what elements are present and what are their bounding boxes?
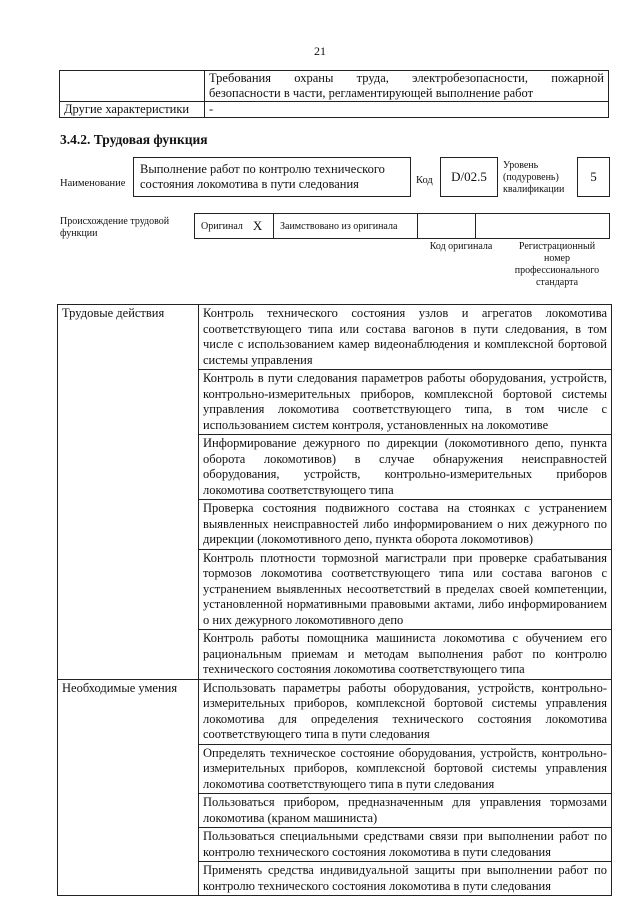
reg-number-caption: Регистрационный номер профессионального стандарта — [514, 241, 600, 288]
labor-actions-label: Трудовые действия — [58, 305, 199, 680]
labor-action: Контроль в пути следования параметров работы оборудования, устройств, контрольно-измерительных приборов, комплексной бортовой системы управления локомотива соответствующего типа, в том числе с использованием систем контроля, установленных на локомотиве — [199, 370, 612, 435]
code-original-caption: Код оригинала — [429, 241, 493, 252]
labor-function-table — [57, 304, 612, 896]
table-row — [60, 102, 609, 118]
row-text-line: Требования охраны труда, электробезопасности, пожарной — [209, 71, 604, 85]
original-cell — [194, 213, 274, 239]
original-label: Оригинал — [201, 220, 243, 232]
reg-number-box — [475, 213, 610, 239]
code-value: D/02.5 — [451, 169, 487, 184]
skills-label: Необходимые умения — [58, 679, 199, 896]
level-label-line: Уровень — [503, 160, 539, 171]
labor-action: Контроль плотности тормозной магистрали при проверке срабатывания тормозов локомотива соответствующего типа или состава вагонов с устранением выявленных несоответствий в пределах своей компетенции, установленной нормативными правовыми актами, либо информированием о них дежурного локомотивного депо — [199, 549, 612, 630]
level-label-line: квалификации — [503, 184, 565, 195]
level-value: 5 — [590, 169, 597, 184]
level-label — [503, 160, 564, 196]
level-label-line: (подуровень) — [503, 172, 559, 183]
code-box — [440, 157, 498, 197]
skill-item: Определять техническое состояние оборудования, устройств, контрольно-измерительных приборов, комплексной бортовой системы управления локомотива соответствующего типа в пути следования — [199, 744, 612, 794]
row-text-line: безопасности в части, регламентирующей выполнение работ — [209, 86, 534, 100]
labor-action: Контроль работы помощника машиниста локомотива с обучением его рациональным приемам и методам выполнения работ по контролю технического состояния локомотива соответствующего типа — [199, 630, 612, 680]
function-name-box — [133, 157, 411, 197]
labor-action: Контроль технического состояния узлов и агрегатов локомотива соответствующего типа или состава вагонов в пути следования, в том числе с использованием камер видеонаблюдения и комплексной бортовой системы управления — [199, 305, 612, 370]
table-row — [58, 305, 612, 370]
name-label: Наименование — [60, 178, 126, 189]
row-text — [205, 71, 609, 102]
requirements-continuation-table — [59, 70, 609, 118]
code-label: Код — [416, 175, 433, 186]
page-number: 21 — [314, 44, 326, 58]
labor-action: Проверка состояния подвижного состава на стоянках с устранением выявленных неисправностей либо информированием о них дежурного по дирекции (локомотивного депо, пункта оборота локомотивов) — [199, 500, 612, 550]
labor-action: Информирование дежурного по дирекции (локомотивного депо, пункта оборота локомотивов) в случае обнаружения неисправностей оборудования, устройств, контрольно-измерительных приборов локомотива соответствующего типа — [199, 435, 612, 500]
table-row — [58, 679, 612, 744]
function-name: Выполнение работ по контролю технического состояния локомотива в пути следования — [140, 162, 385, 191]
row-text: - — [205, 102, 609, 118]
row-label-empty — [60, 71, 205, 102]
skill-item: Пользоваться специальными средствами связи при выполнении работ по контролю технического состояния локомотива в пути следования — [199, 828, 612, 862]
row-label: Другие характеристики — [60, 102, 205, 118]
original-mark: X — [252, 218, 263, 233]
level-box — [577, 157, 610, 197]
borrowed-cell — [273, 213, 418, 239]
section-title: 3.4.2. Трудовая функция — [60, 132, 208, 147]
code-original-box — [417, 213, 476, 239]
origin-label: Происхождение трудовой функции — [60, 216, 170, 239]
skill-item: Использовать параметры работы оборудования, устройств, контрольно-измерительных приборов, комплексной бортовой системы управления локомотива для определения технического состояния локомотива соответствующего типа в пути следования — [199, 679, 612, 744]
skill-item: Пользоваться прибором, предназначенным для управления тормозами локомотива (краном машиниста) — [199, 794, 612, 828]
borrowed-label: Заимствовано из оригинала — [280, 220, 398, 232]
skill-item: Применять средства индивидуальной защиты при выполнении работ по контролю технического состояния локомотива в пути следования — [199, 862, 612, 896]
table-row — [60, 71, 609, 102]
